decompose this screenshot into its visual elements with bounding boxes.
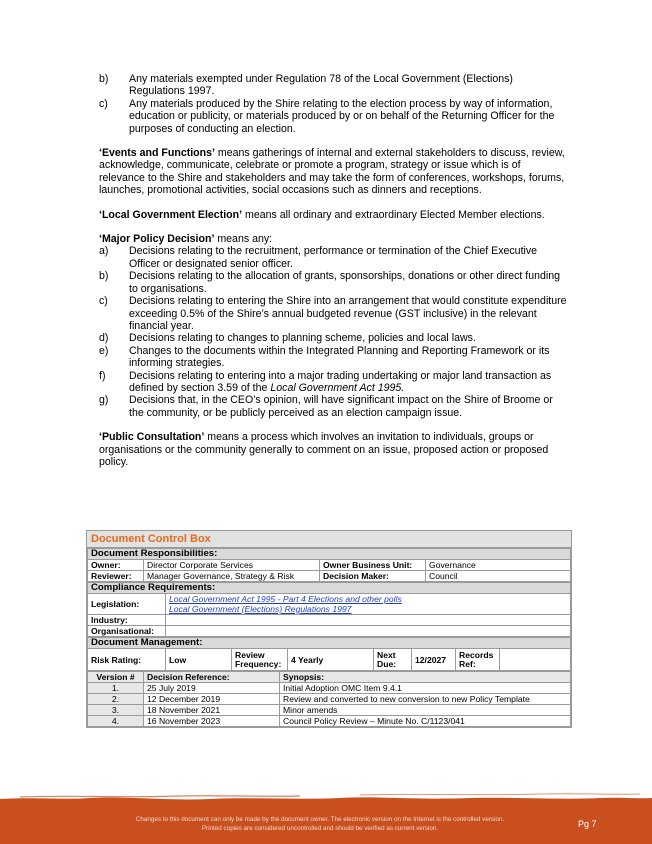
table-row: 4. 16 November 2023 Council Policy Review – Minute No. C/1123/041 — [88, 716, 571, 727]
dcb-management-table: Document Management: Risk Rating: Low Review Frequency: 4 Yearly Next Due: 12/2027 Records Ref: — [87, 637, 571, 671]
section-heading: Compliance Requirements: — [88, 583, 571, 594]
risk-rating-value: Low — [166, 649, 232, 671]
list-item: b) Decisions relating to the allocation of grants, sponsorships, donations or other direct funding to organisations. — [99, 270, 561, 295]
owner-value: Director Corporate Services — [144, 560, 320, 571]
list-item: g) Decisions that, in the CEO’s opinion, will have significant impact on the Shire of Broome or the community, or be publicly perceived as an election campaign issue. — [99, 394, 553, 419]
section-heading: Document Management: — [88, 638, 571, 649]
policy-body — [99, 73, 569, 468]
list-item: a) Decisions relating to the recruitment, performance or termination of the Chief Executive Officer or designated senior officer. — [99, 245, 538, 270]
reviewer-value: Manager Governance, Strategy & Risk — [144, 571, 320, 582]
table-row: 3. 18 November 2021 Minor amends — [88, 705, 571, 716]
owner-business-unit-value: Governance — [426, 560, 571, 571]
page-number: Pg 7 — [578, 819, 597, 829]
next-due-value: 12/2027 — [412, 649, 456, 671]
table-row: 2. 12 December 2019 Review and converted to new conversion to new Policy Template — [88, 694, 571, 705]
definition-local-government-election: ‘Local Government Election’ means all ordinary and extraordinary Elected Member elections. — [99, 208, 545, 221]
footer-note: Changes to this document can only be made by the document owner. The electronic version on the Internet is the controlled version. Printed copies are considered uncontrolled and should be verified as current version. — [135, 816, 505, 832]
list-item: f) Decisions relating to entering into a major trading undertaking or major land transaction as defined by section 3.59 of the Local Government Act 1995. — [99, 369, 552, 394]
definition-public-consultation: ‘Public Consultation’ means a process which involves an invitation to individuals, groups or organisations or the community generally to comment on an issue, proposed action or proposed policy. — [99, 431, 549, 468]
section-heading: Document Responsibilities: — [88, 549, 571, 560]
list-item: e) Changes to the documents within the Integrated Planning and Reporting Framework or its informing strategies. — [99, 344, 550, 370]
dcb-title: Document Control Box — [87, 531, 571, 548]
list-item: c) Decisions relating to entering the Shire into an arrangement that would constitute expenditure exceeding 0.5% of the Shire’s annual budgeted revenue (GST inclusive) in the relevant financial year. — [99, 295, 567, 332]
legislation-link[interactable]: Local Government Act 1995 - Part 4 Elections and other polls — [169, 594, 402, 604]
document-control-box — [86, 530, 572, 728]
list-item: b) Any materials exempted under Regulation 78 of the Local Government (Elections) Regulations 1997. — [99, 73, 513, 98]
review-frequency-value: 4 Yearly — [288, 649, 374, 671]
legislation-link[interactable]: Local Government (Elections) Regulations 1997 — [169, 604, 352, 614]
dcb-compliance-table: Compliance Requirements: Legislation: Local Government Act 1995 - Part 4 Elections and other polls Local Government (Elections) Regulations 1997 Industry: Organisational: — [87, 582, 571, 637]
list-item: c) Any materials produced by the Shire relating to the election process by way of information, education or publicity, or materials produced by or on behalf of the Returning Officer for the purposes of conducting an election. — [99, 97, 555, 135]
definition-events: ‘Events and Functions’ means gatherings of internal and external stakeholders to discuss, review, acknowledge, communicate, celebrate or promote a program, strategy or issue which is of relevance to the Shire and stakeholders and may take the form of conferences, workshops, forums, launches, promotional activities, social occasions such as dinners and receptions. — [99, 147, 565, 197]
dcb-version-table: Version # Decision Reference: Synopsis: 1. 25 July 2019 Initial Adoption OMC Item 9.4.1 2. 12 December 2019 Review and converted to new conversion to new Policy Template 3. 18 November 2021 Minor amends 4. 16 November 2023 Council Policy Review – Minute No. C/1123/041 — [87, 671, 571, 727]
table-row: 1. 25 July 2019 Initial Adoption OMC Item 9.4.1 — [88, 683, 571, 694]
decision-maker-value: Council — [426, 571, 571, 582]
dcb-responsibilities-table: Document Responsibilities: Owner: Director Corporate Services Owner Business Unit: Governance Reviewer: Manager Governance, Strategy & Risk Decision Maker: Council — [87, 548, 571, 582]
definition-major-policy-decision: ‘Major Policy Decision’ means any: — [99, 233, 273, 246]
list-item: d) Decisions relating to changes to planning scheme, policies and local laws. — [99, 332, 476, 345]
